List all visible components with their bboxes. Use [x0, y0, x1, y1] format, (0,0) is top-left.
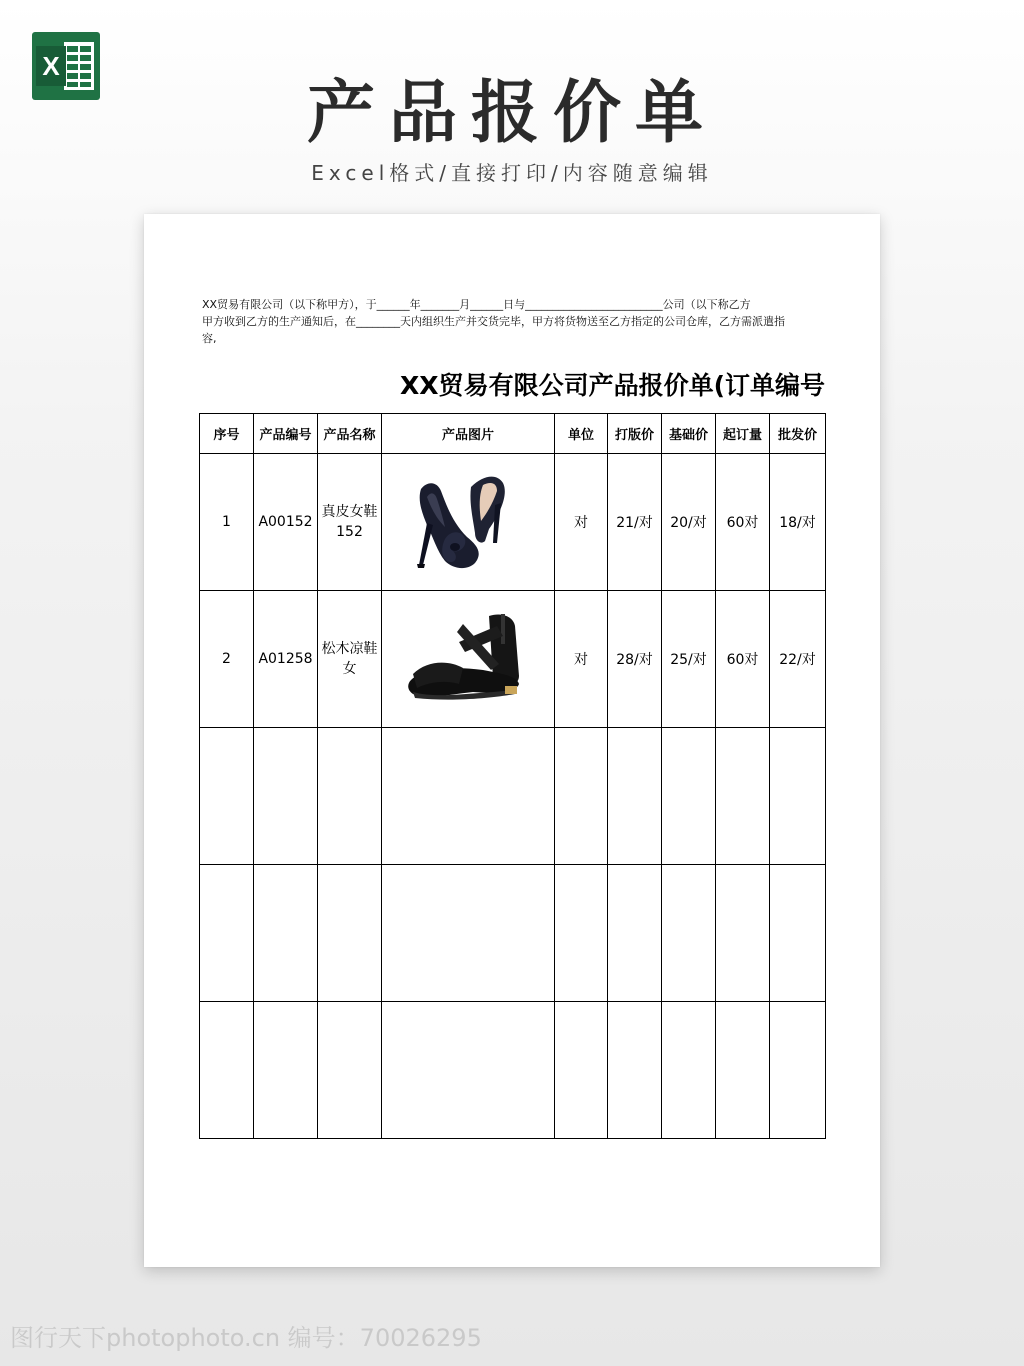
empty-cell: [608, 728, 662, 865]
empty-cell: [608, 1002, 662, 1139]
empty-cell: [555, 865, 608, 1002]
empty-cell: [254, 728, 318, 865]
cell-index: 1: [200, 454, 254, 591]
empty-cell: [254, 865, 318, 1002]
header-image: 产品图片: [382, 414, 555, 454]
empty-cell: [608, 865, 662, 1002]
empty-cell: [318, 728, 382, 865]
high-heel-sandal-icon: [393, 467, 543, 577]
empty-cell: [200, 728, 254, 865]
cell-moq: 60对: [716, 454, 770, 591]
cell-base-price: 25/对: [662, 591, 716, 728]
empty-cell: [662, 865, 716, 1002]
empty-cell: [662, 728, 716, 865]
empty-cell: [770, 865, 826, 1002]
empty-cell: [318, 1002, 382, 1139]
header-sample-price: 打版价: [608, 414, 662, 454]
document-title: XX贸易有限公司产品报价单(订单编号: [400, 371, 825, 400]
document-sheet: [144, 214, 880, 1267]
poster-title: 产品报价单: [306, 74, 717, 153]
empty-cell: [716, 865, 770, 1002]
empty-cell: [770, 728, 826, 865]
cell-index: 2: [200, 591, 254, 728]
cell-name: [318, 454, 382, 591]
table-row: [200, 454, 826, 591]
empty-cell: [555, 1002, 608, 1139]
table-row-empty: [200, 728, 826, 865]
header-wholesale-price: 批发价: [770, 414, 826, 454]
empty-cell: [770, 1002, 826, 1139]
empty-cell: [200, 1002, 254, 1139]
excel-logo-letter: X: [42, 51, 60, 81]
empty-cell: [716, 1002, 770, 1139]
intro-line-1: XX贸易有限公司（以下称甲方），于______年_______月______日与_________________________公司（以下称乙方: [202, 298, 751, 311]
cell-code: A00152: [254, 454, 318, 591]
watermark-text: 图行天下photophoto.cn 编号：70026295: [10, 1324, 482, 1352]
empty-cell: [200, 865, 254, 1002]
cell-name-line1: 真皮女鞋: [321, 504, 378, 520]
cell-image: [382, 454, 555, 591]
table-header-row: [200, 414, 826, 454]
intro-paragraph: [202, 296, 826, 347]
table-row-empty: [200, 1002, 826, 1139]
quote-table: [199, 413, 826, 1139]
cell-name: [318, 591, 382, 728]
flat-strap-sandal-icon: [393, 604, 543, 714]
empty-cell: [382, 1002, 555, 1139]
header-base-price: 基础价: [662, 414, 716, 454]
cell-unit: 对: [555, 454, 608, 591]
cell-moq: 60对: [716, 591, 770, 728]
empty-cell: [716, 728, 770, 865]
empty-cell: [254, 1002, 318, 1139]
cell-base-price: 20/对: [662, 454, 716, 591]
empty-cell: [662, 1002, 716, 1139]
cell-wholesale-price: 18/对: [770, 454, 826, 591]
empty-cell: [382, 865, 555, 1002]
cell-name-line2: 152: [336, 524, 363, 540]
intro-line-2: 甲方收到乙方的生产通知后，在________天内组织生产并交货完毕，甲方将货物送至乙方指定的公司仓库，乙方需派遣指: [202, 315, 785, 328]
header-name: 产品名称: [318, 414, 382, 454]
cell-name-line1: 松木凉鞋: [321, 641, 378, 657]
header-unit: 单位: [555, 414, 608, 454]
cell-unit: 对: [555, 591, 608, 728]
cell-sample-price: 21/对: [608, 454, 662, 591]
cell-code: A01258: [254, 591, 318, 728]
header-moq: 起订量: [716, 414, 770, 454]
table-row-empty: [200, 865, 826, 1002]
header-index: 序号: [200, 414, 254, 454]
header-code: 产品编号: [254, 414, 318, 454]
cell-name-line2: 女: [342, 661, 357, 677]
poster-subtitle: Excel格式/直接打印/内容随意编辑: [311, 161, 713, 185]
cell-sample-price: 28/对: [608, 591, 662, 728]
empty-cell: [555, 728, 608, 865]
empty-cell: [318, 865, 382, 1002]
intro-line-3: 容,: [202, 332, 217, 345]
cell-image: [382, 591, 555, 728]
table-row: [200, 591, 826, 728]
empty-cell: [382, 728, 555, 865]
cell-wholesale-price: 22/对: [770, 591, 826, 728]
